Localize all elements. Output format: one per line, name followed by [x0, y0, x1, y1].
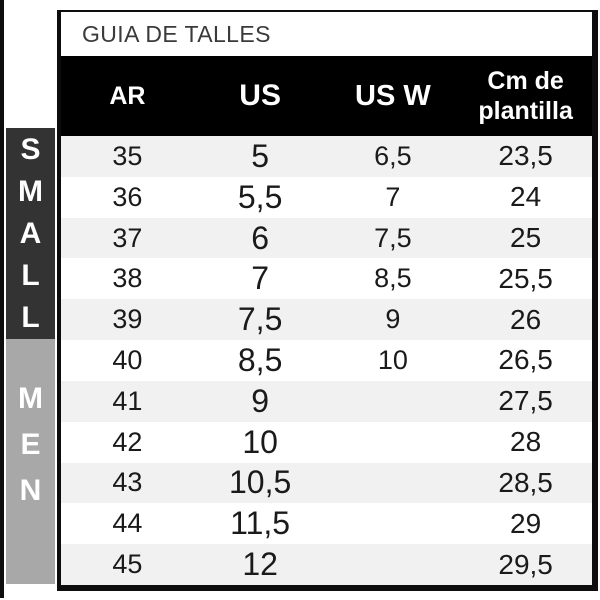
table-row — [61, 177, 592, 218]
cell-cm: 25 — [510, 222, 542, 254]
cell-us: 10 — [242, 423, 278, 460]
cell-us: 5,5 — [237, 178, 283, 215]
cell-usw: 8,5 — [374, 263, 412, 294]
cell-us: 9 — [251, 382, 270, 419]
table-body — [61, 136, 592, 585]
table-row — [61, 503, 592, 544]
cell-ar: 41 — [112, 385, 143, 416]
column-header-usw: US W — [355, 79, 431, 112]
size-section-bar-small — [6, 128, 55, 339]
cell-ar: 43 — [112, 467, 143, 498]
column-header-cm — [459, 66, 592, 127]
cell-us: 6 — [251, 219, 270, 256]
cell-ar: 35 — [112, 140, 143, 171]
cell-ar: 36 — [112, 181, 143, 212]
cell-us: 7,5 — [237, 301, 283, 338]
cell-usw: 7,5 — [374, 222, 412, 253]
left-accent-strip — [0, 0, 4, 598]
table-row — [61, 544, 592, 585]
cell-us: 10,5 — [228, 464, 292, 501]
table-title: GUIA DE TALLES — [82, 20, 271, 47]
cell-cm: 26 — [510, 303, 542, 335]
cell-ar: 42 — [112, 426, 143, 457]
cell-us: 5 — [251, 137, 270, 174]
table-row — [61, 422, 592, 463]
table-row — [61, 463, 592, 504]
cell-us: 12 — [242, 546, 278, 583]
table-row — [61, 340, 592, 381]
column-header-ar: AR — [109, 81, 146, 110]
cell-cm: 28,5 — [498, 466, 553, 498]
cell-us: 8,5 — [237, 341, 283, 378]
table-row — [61, 218, 592, 259]
column-header-cm-label: Cm de plantilla — [478, 66, 573, 125]
cell-cm: 29,5 — [498, 548, 553, 580]
size-guide-table — [57, 10, 598, 591]
column-header-us: US — [239, 79, 281, 112]
cell-ar: 37 — [112, 222, 143, 253]
cell-ar: 40 — [112, 344, 143, 375]
size-section-bar-men — [6, 339, 55, 584]
cell-cm: 25,5 — [498, 262, 553, 294]
table-row — [61, 258, 592, 299]
cell-us: 11,5 — [230, 505, 291, 542]
cell-cm: 26,5 — [498, 344, 553, 376]
cell-us: 7 — [251, 260, 270, 297]
size-section-label-small: SMALL — [18, 132, 43, 334]
cell-ar: 39 — [112, 304, 143, 335]
cell-cm: 28 — [510, 426, 542, 458]
cell-usw: 7 — [385, 181, 401, 212]
cell-cm: 27,5 — [498, 385, 553, 417]
table-row — [61, 381, 592, 422]
cell-ar: 44 — [112, 508, 143, 539]
size-section-label-men: MEN — [18, 381, 43, 507]
cell-cm: 23,5 — [498, 140, 553, 172]
table-title-band — [61, 12, 592, 56]
cell-ar: 38 — [112, 263, 143, 294]
cell-usw: 9 — [385, 304, 401, 335]
cell-ar: 45 — [112, 549, 143, 580]
cell-usw: 6,5 — [374, 140, 412, 171]
cell-cm: 24 — [510, 181, 542, 213]
cell-usw: 10 — [377, 344, 408, 375]
table-row — [61, 299, 592, 340]
cell-cm: 29 — [510, 507, 542, 539]
table-row — [61, 136, 592, 177]
column-header-row — [61, 56, 592, 136]
